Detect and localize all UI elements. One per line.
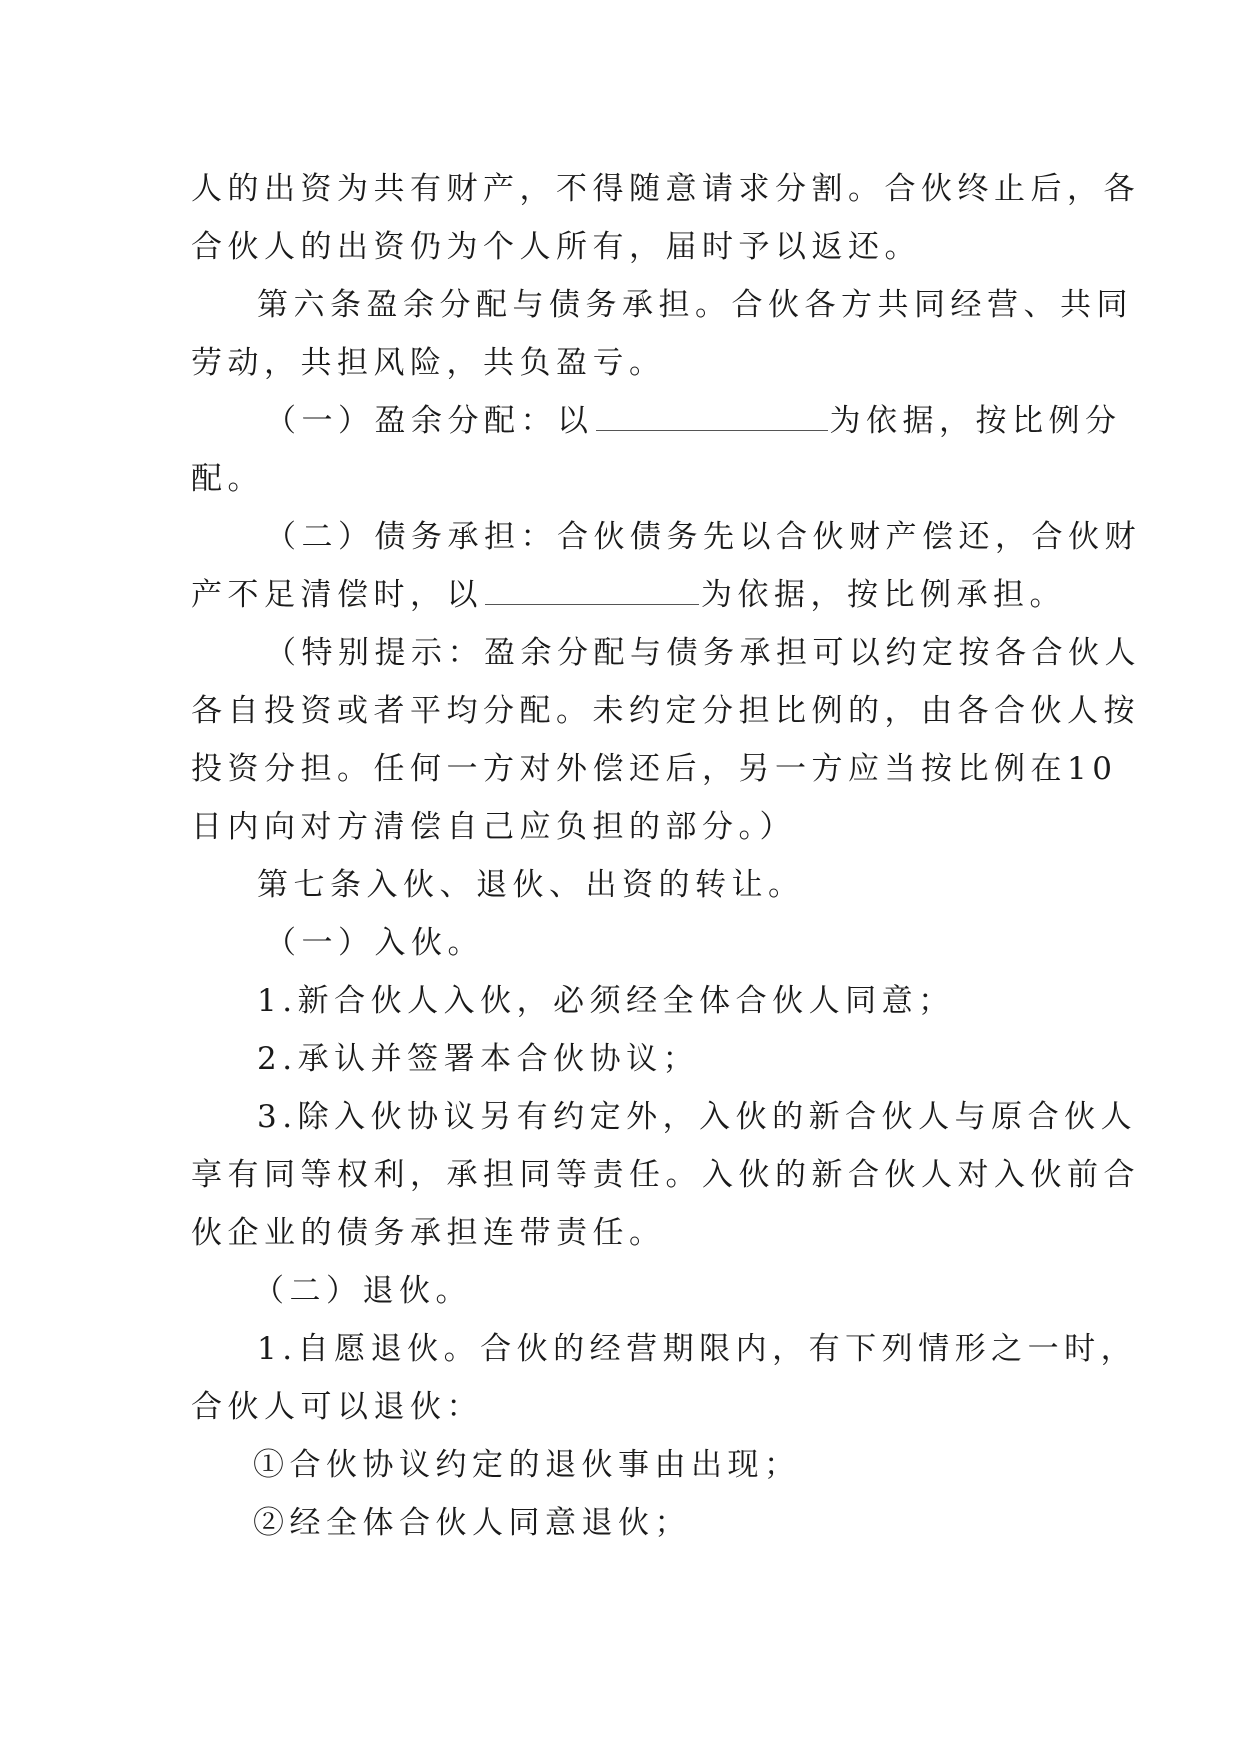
debt-basis-blank[interactable]: [485, 576, 699, 605]
debt-suffix: 为依据，按比例承担。: [701, 577, 1066, 613]
article-seven-heading: 第七条入伙、退伙、出资的转让。: [257, 867, 805, 903]
list-item: 3.除入伙协议另有约定外，入伙的新合伙人与原合伙人: [257, 1099, 1138, 1135]
list-item: 1.新合伙人入伙，必须经全体合伙人同意；: [257, 983, 955, 1019]
debt-prefix: 产不足清偿时，以: [191, 577, 483, 613]
paragraph-line: 劳动，共担风险，共负盈亏。: [191, 345, 666, 381]
list-item: 2.承认并签署本合伙协议；: [257, 1041, 700, 1077]
profit-basis-blank[interactable]: [596, 402, 828, 431]
paragraph-line: 配。: [191, 461, 264, 497]
paragraph-line: 合伙人的出资仍为个人所有，届时予以返还。: [191, 229, 921, 265]
list-item: ①合伙协议约定的退伙事由出现；: [253, 1447, 801, 1483]
paragraph-line: 伙企业的债务承担连带责任。: [191, 1215, 666, 1251]
profit-distribution-line: [191, 392, 1122, 450]
list-item: 1.自愿退伙。合伙的经营期限内，有下列情形之一时，: [257, 1331, 1138, 1367]
profit-suffix: 为依据，按比例分: [829, 403, 1122, 439]
paragraph-line: 各自投资或者平均分配。未约定分担比例的，由各合伙人按: [191, 693, 1140, 729]
article-six-heading: 第六条盈余分配与债务承担。合伙各方共同经营、共同: [257, 287, 1133, 323]
section-join-heading: （一）入伙。: [265, 925, 484, 961]
paragraph-line: 享有同等权利，承担同等责任。入伙的新合伙人对入伙前合: [191, 1157, 1140, 1193]
debt-basis-line: [191, 566, 1071, 624]
profit-prefix: （一）盈余分配：以: [265, 403, 594, 439]
debt-bearing-line: （二）债务承担：合伙债务先以合伙财产偿还，合伙财: [265, 519, 1141, 555]
paragraph-line: 合伙人可以退伙：: [191, 1389, 483, 1425]
paragraph-line: 投资分担。任何一方对外偿还后，另一方应当按比例在10: [191, 751, 1118, 787]
paragraph-line: 人的出资为共有财产，不得随意请求分割。合伙终止后，各: [191, 171, 1140, 207]
list-item: ②经全体合伙人同意退伙；: [253, 1505, 691, 1541]
special-note-line: （特别提示：盈余分配与债务承担可以约定按各合伙人: [265, 635, 1141, 671]
paragraph-line: 日内向对方清偿自己应负担的部分。）: [191, 809, 796, 845]
document-body: [191, 160, 1141, 1552]
section-withdraw-heading: （二）退伙。: [253, 1273, 472, 1309]
